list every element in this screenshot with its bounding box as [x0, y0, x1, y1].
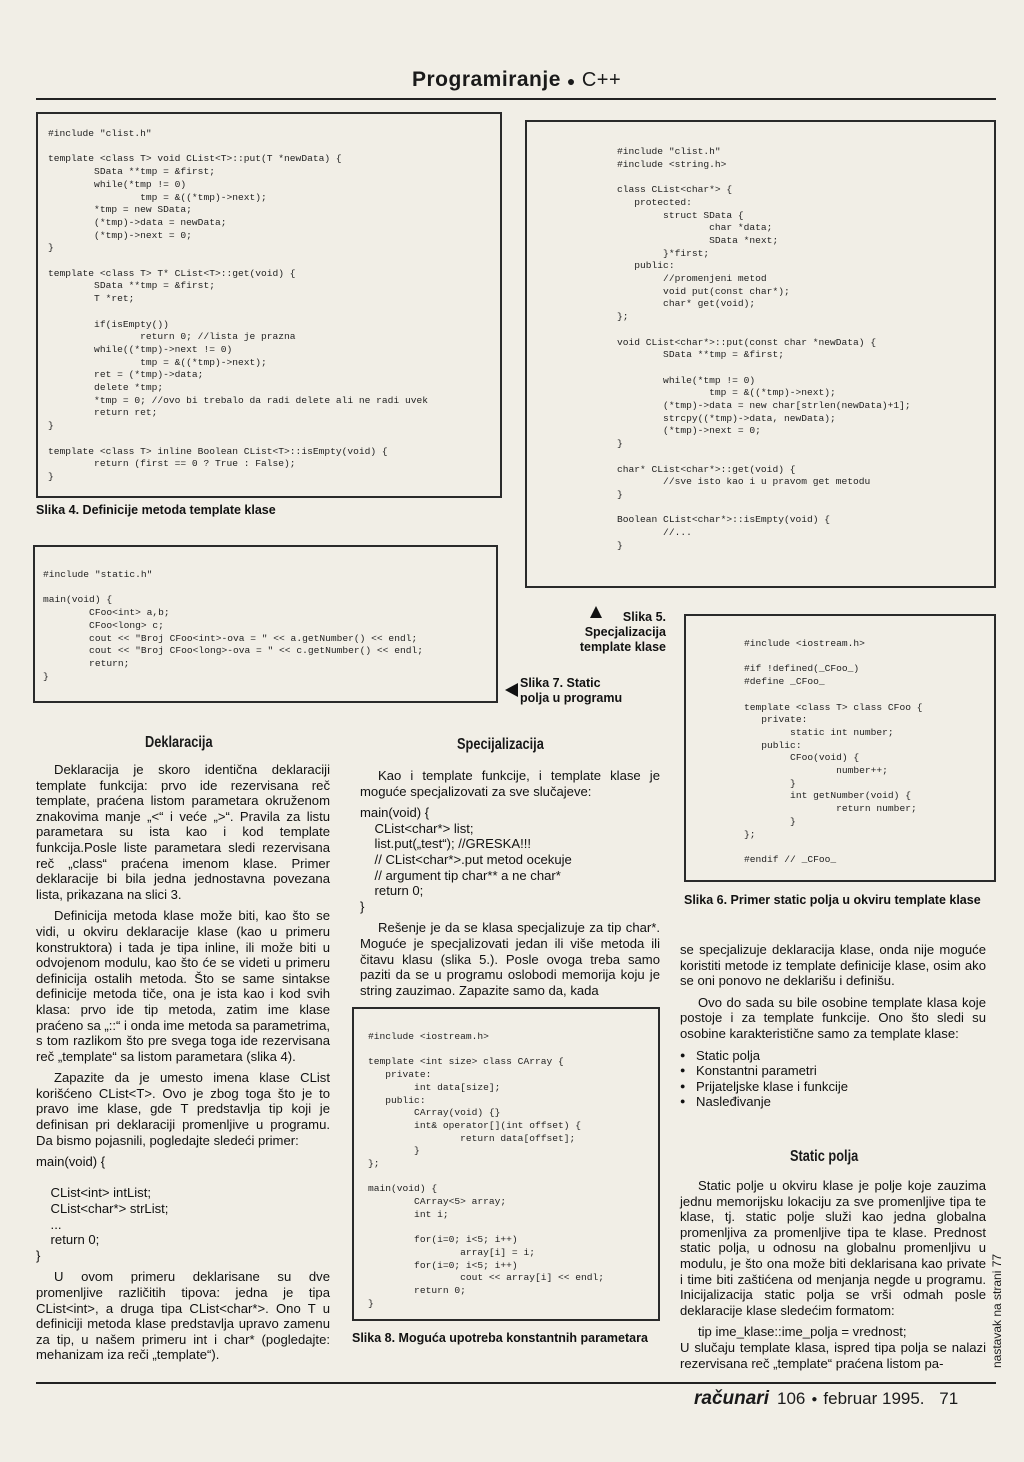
header-separator: ● — [566, 73, 576, 89]
figure-7-box — [33, 545, 498, 703]
figure-8-code: #include <iostream.h> template <int size> class CArray { private: int data[size]; public: CArray(void) {} int& operator[](int offset) { return data[offset]; } }; main(void) { CArray<5> array; int i; for(i=0; i<5; i++) array[i] = i; for(i=0; i<5; i++) cout << array[i] << endl; return 0; } — [368, 1031, 605, 1309]
col2-paragraph-1: Kao i template funkcije, i template klase je moguće specjalizovati za sve slučajeve: — [360, 768, 660, 799]
figure-5-caption-line1: Slika 5. — [622, 610, 666, 624]
figure-8-caption: Slika 8. Moguća upotreba konstantnih parametara — [352, 1331, 648, 1345]
figure-6-box — [684, 614, 996, 882]
section-title-specijalizacija: Specijalizacija — [457, 736, 544, 753]
figure-4-caption: Slika 4. Definicije metoda template klase — [36, 503, 276, 517]
figure-6-caption: Slika 6. Primer static polja u okviru template klase — [684, 893, 981, 907]
page-number: 71 — [939, 1389, 959, 1408]
page-footer — [694, 1388, 958, 1410]
col1-code-example: main(void) { CList<int> intList; CList<char*> strList; ... return 0; } — [36, 1154, 169, 1263]
section-title-static-polja: Static polja — [790, 1148, 859, 1165]
column-3 — [680, 942, 986, 1110]
figure-4-code: #include "clist.h" template <class T> void CList<T>::put(T *newData) { SData **tmp = &first; while(*tmp != 0) tmp = &((*tmp)->next); *tmp = new SData; (*tmp)->data = newData; (*tmp)->next = 0; } template <class T> T* CList<T>::get(void) { SData **tmp = &first; T *ret; if(isEmpty()) return 0; //lista je prazna while((*tmp)->next != 0) tmp = &((*tmp)->next); ret = (*tmp)->data; delete *tmp; *tmp = 0; //ovo bi trebalo da radi delete ali ne radi uvek return ret; } template <class T> inline Boolean CList<T>::isEmpty(void) { return (first == 0 ? True : False); } — [48, 128, 428, 482]
figure-5-caption — [566, 610, 666, 655]
col3-paragraph-3: Static polje u okviru klase je polje koje zauzima jednu memorijsku lokaciju za sve promenljive tipa te klase, tj. static polje služi kao jedna globalna promenljiva za promenljive tipa te klase. Prednost static polja, u odnosu na globalnu promenljivu u modulu, je što ona može biti deklarisana kao private i time biti zaštićena od menjanja negde u programu. Inicijalizacija static polja se vrši odmah posle deklaracije klase sledećim formatom: — [680, 1178, 986, 1318]
footer-rule — [36, 1382, 996, 1384]
continuation-note: nastavak na strani 77 — [990, 1253, 1004, 1368]
col3-paragraph-2: Ovo do sada su bile osobine template klasa koje postoje i za template funkcije. Ono što sledi su osobine karakteristične samo za template klase: — [680, 994, 986, 1041]
footer-separator: ● — [811, 1394, 818, 1406]
figure-7-code: #include "static.h" main(void) { CFoo<int> a,b; CFoo<long> c; cout << "Broj CFoo<int>-ova = " << a.getNumber() << endl; cout << "Broj CFoo<long>-ova = " << c.getNumber() << endl; return; } — [43, 569, 423, 682]
list-item: ● Prijateljske klase i funkcije — [680, 1079, 986, 1095]
column-2 — [360, 768, 660, 1004]
issue-date: februar 1995. — [823, 1389, 925, 1408]
figure-5-caption-line2: Specjalizacija — [584, 625, 666, 639]
figure-7-arrow-icon — [505, 683, 518, 697]
list-item: ● Konstantni parametri — [680, 1063, 986, 1079]
column-1 — [36, 762, 330, 1369]
section-title-deklaracija: Deklaracija — [145, 734, 213, 751]
header-language: C++ — [581, 69, 622, 91]
col2-paragraph-2: Rešenje je da se klasa specjalizuje za tip char*. Moguće je specjalizovati jedan ili više metoda ili čitavu klasu (slika 5.). Posle ovoga treba samo paziti da se u programu oslobodi memorija koju je string zauzimao. Zapazite samo da, kada — [360, 920, 660, 998]
page-header — [412, 68, 621, 92]
list-item: ● Nasleđivanje — [680, 1094, 986, 1110]
col1-paragraph-1: Deklaracija je skoro identična deklaraciji template funkcija: prvo ide rezervisana reč template, praćena listom parametara okruženom znakovima manje „<“ i veće „>“. Pravila za listu parametara su ista kao i kod template funkcija.Posle liste parametara sledi rezervisana reč „class“ praćena imenom klase. Primer deklaracije bi bila jedna jednostavna povezana lista, prikazana na slici 3. — [36, 762, 330, 902]
header-section: Programiranje — [412, 68, 561, 91]
col2-code-example: main(void) { CList<char*> list; list.put(„test“); //GRESKA!!! // CList<char*>.put metod ocekuje // argument tip char** a ne char* return 0; } — [360, 805, 572, 914]
column-3-continued — [680, 1178, 986, 1377]
col1-paragraph-2: Definicija metoda klase može biti, kao što se vidi, u okviru deklaracije klase (kao u primeru konstruktora) i tada je tipa inline, ili može biti u odvojenom modulu, kao što će se videti u primeru definicija ostalih metoda. Što se same sintakse definicije metoda tiče, ona je ista kao i kod svih klasa: prvo ide tip metoda, zatim ime klase praćeno sa „::“ i onda ime metoda sa parametrima, s tom razlikom što pre svega toga ide rezervisana reč „template“ sa listom parametara (slika 4). — [36, 908, 331, 1064]
col3-paragraph-4: U slučaju template klasa, ispred tipa polja se nalazi rezervisana reč „template“ praćena listom pa- — [680, 1339, 986, 1371]
list-item: ● Static polja — [680, 1048, 986, 1064]
col1-paragraph-4: U ovom primeru deklarisane su dve promenljive različitih tipova: jedna je tipa CList<int>, a druga tipa CList<char*>. Ono T u definiciji metoda klase predstavlja upravo zamenu za tip, u našem primeru int i char* (pogledajte: mehanizam iza reči „template“). — [36, 1269, 330, 1363]
col3-code-format: tip ime_klase::ime_polja = vrednost; — [698, 1324, 907, 1340]
figure-4-box — [36, 112, 502, 498]
figure-5-caption-line3: template klase — [579, 640, 666, 654]
figure-7-caption — [520, 676, 622, 706]
features-list — [680, 1048, 986, 1110]
col3-paragraph-1: se specjalizuje deklaracija klase, onda nije moguće koristiti metode iz template definicije klase, osim ako se oni ponovo ne deklarišu i definišu. — [680, 942, 986, 989]
figure-7-caption-line2: polja u programu — [520, 691, 623, 705]
figure-5-code: #include "clist.h" #include <string.h> class CList<char*> { protected: struct SData { char *data; SData *next; }*first; public: //promenjeni metod void put(const char*); char* get(void); }; void CList<char*>::put(const char *newData) { SData **tmp = &first; while(*tmp != 0) tmp = &((*tmp)->next); (*tmp)->data = new char[strlen(newData)+1]; strcpy((*tmp)->data, newData); (*tmp)->next = 0; } char* CList<char*>::get(void) { //sve isto kao i u pravom get metodu } Boolean CList<char*>::isEmpty(void) { //... } — [617, 146, 911, 551]
figure-5-box — [525, 120, 996, 588]
figure-6-code: #include <iostream.h> #if !defined(_CFoo_) #define _CFoo_ template <class T> class CFoo { private: static int number; public: CFoo(void) { number++; } int getNumber(void) { return number; } }; #endif // _CFoo_ — [744, 638, 923, 865]
col1-paragraph-3: Zapazite da je umesto imena klase CList korišćeno CList<T>. Ovo je zbog toga što je to pravo ime klase, gde T predstavlja tip koji je definisan pri deklaraciji promenljive u programu. Da bismo pojasnili, pogledajte sledeći primer: — [36, 1070, 330, 1148]
header-rule — [36, 98, 996, 100]
issue-number: 106 — [776, 1389, 806, 1408]
figure-8-box — [352, 1007, 660, 1321]
figure-7-caption-line1: Slika 7. Static — [520, 676, 601, 690]
magazine-logo: računari — [694, 1388, 769, 1409]
